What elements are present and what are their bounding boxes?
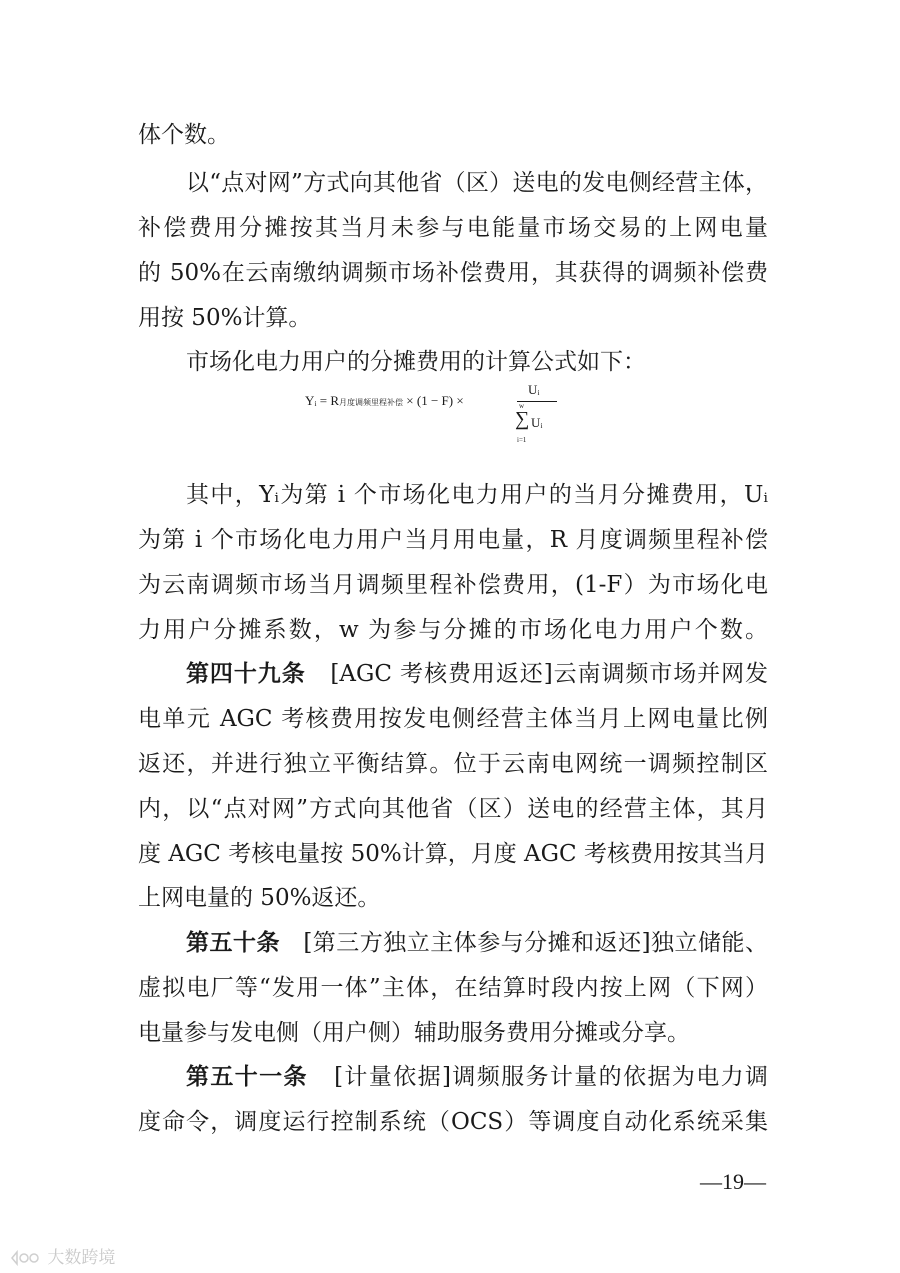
article-50-text: [第三方独立主体参与分摊和返还]独立储能、 [303,930,769,956]
allocation-formula [305,378,565,458]
sigma-symbol: ∑ [515,408,530,430]
paragraph-line: 补偿费用分摊按其当月未参与电能量市场交易的上网电量 [138,215,768,241]
watermark-text: 大数跨境 [47,1248,116,1268]
article-51-heading: 第五十一条 [186,1063,308,1090]
page-number: —19— [700,1169,766,1194]
paragraph-line: 电量参与发电侧（用户侧）辅助服务费用分摊或分享。 [138,1020,690,1046]
sum-lower-limit: i=1 [517,436,527,444]
paragraph-line: 上网电量的 50%返还。 [138,885,381,911]
paragraph-line: 的 50%在云南缴纳调频市场补偿费用，其获得的调频补偿费 [138,260,768,286]
paragraph-line: 为第 i 个市场化电力用户当月用电量，R 月度调频里程补偿 [138,527,768,553]
paragraph-line: 用按 50%计算。 [138,305,312,331]
paragraph-line: 电单元 AGC 考核费用按发电侧经营主体当月上网电量比例 [138,706,768,732]
article-51-first-line [186,1061,768,1093]
sum-upper-limit: w [519,402,525,410]
formula-numerator: Uᵢ [528,382,540,397]
watermark-logo-icon [10,1249,42,1267]
paragraph-line: 为云南调频市场当月调频里程补偿费用，(1-F）为市场化电 [138,572,768,598]
paragraph-line: 返还，并进行独立平衡结算。位于云南电网统一调频控制区 [138,751,768,777]
paragraph-line: 市场化电力用户的分摊费用的计算公式如下： [186,349,646,375]
paragraph-line: 以“点对网”方式向其他省（区）送电的发电侧经营主体， [186,170,768,196]
paragraph-line: 虚拟电厂等“发用一体”主体，在结算时段内按上网（下网） [138,975,768,1001]
article-50-first-line [186,927,768,959]
formula-subscript: 月度调频里程补偿 [339,398,404,407]
paragraph-line: 度命令，调度运行控制系统（OCS）等调度自动化系统采集 [138,1109,768,1135]
article-49-text: [AGC 考核费用返还]云南调频市场并网发 [330,661,769,687]
paragraph-line: 内，以“点对网”方式向其他省（区）送电的经营主体，其月 [138,796,768,822]
paragraph-line: 体个数。 [138,122,230,148]
formula-main [305,393,464,409]
article-49-first-line [186,658,768,690]
paragraph-line: 力用户分摊系数，w 为参与分摊的市场化电力用户个数。 [138,617,768,643]
formula-denominator: Uᵢ [531,415,543,430]
article-50-heading: 第五十条 [186,929,280,956]
article-51-text: [计量依据]调频服务计量的依据为电力调 [334,1064,769,1090]
formula-lhs: Yᵢ = R [305,393,340,408]
watermark [10,1243,115,1268]
paragraph-line: 其中，Yᵢ为第 i 个市场化电力用户的当月分摊费用，Uᵢ [186,482,768,508]
article-49-heading: 第四十九条 [186,660,306,687]
paragraph-line: 度 AGC 考核电量按 50%计算，月度 AGC 考核费用按其当月 [138,841,768,867]
formula-mid: × (1 − F) × [403,393,464,408]
